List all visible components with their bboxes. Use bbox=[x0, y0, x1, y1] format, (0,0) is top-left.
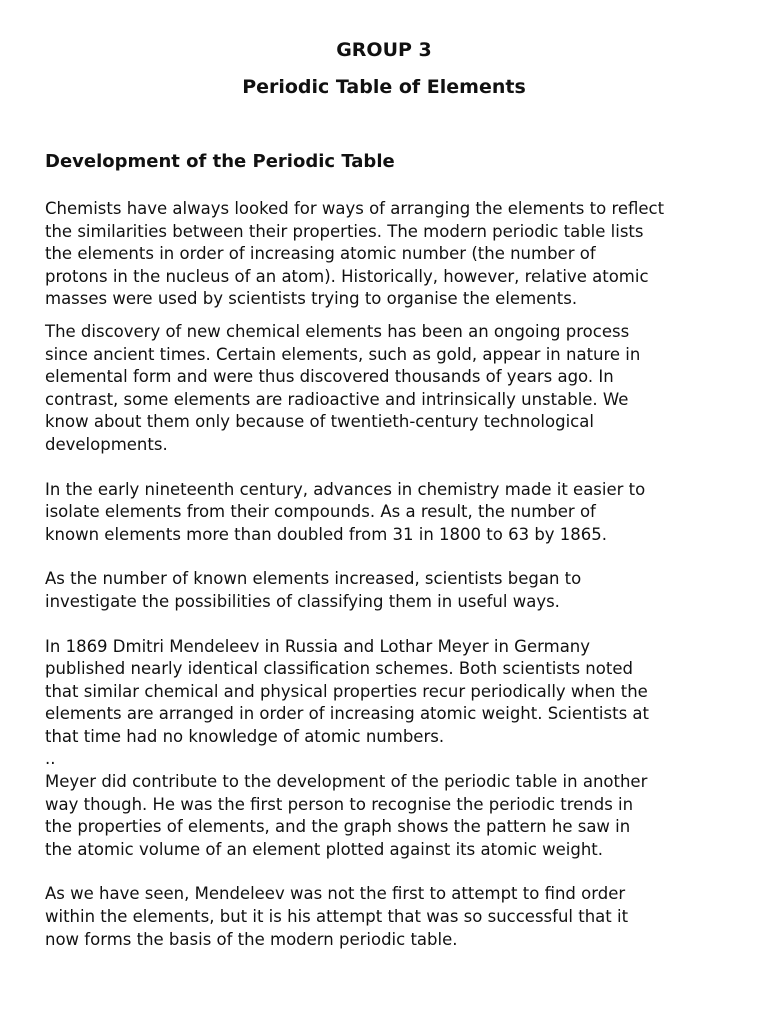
paragraph-2 bbox=[45, 321, 745, 457]
text-line: .. bbox=[45, 749, 56, 769]
text-line: As the number of known elements increased, scientists began to bbox=[45, 569, 582, 589]
text-line: published nearly identical classification schemes. Both scientists noted bbox=[45, 659, 633, 679]
text-line: the elements in order of increasing atomic number (the number of bbox=[45, 244, 596, 264]
text-line: elements are arranged in order of increasing atomic weight. Scientists at bbox=[45, 704, 649, 724]
paragraph-gap bbox=[45, 614, 745, 636]
text-line: know about them only because of twentieth-century technological bbox=[45, 412, 594, 432]
text-line: the atomic volume of an element plotted against its atomic weight. bbox=[45, 839, 604, 859]
main-title: Periodic Table of Elements bbox=[242, 76, 526, 98]
text-line: within the elements, but it is his attempt that was so successful that it bbox=[45, 907, 629, 927]
text-line: masses were used by scientists trying to organise the elements. bbox=[45, 289, 578, 309]
group-title: GROUP 3 bbox=[336, 39, 432, 61]
text-line: Chemists have always looked for ways of arranging the elements to reflect bbox=[45, 199, 665, 218]
text-line: elemental form and were thus discovered thousands of years ago. In bbox=[45, 367, 614, 387]
text-line: that time had no knowledge of atomic numbers. bbox=[45, 726, 445, 746]
text-line: that similar chemical and physical properties recur periodically when the bbox=[45, 681, 648, 701]
text-line: developments. bbox=[45, 434, 168, 454]
paragraph-gap bbox=[45, 861, 745, 883]
text-line: way though. He was the first person to recognise the periodic trends in bbox=[45, 794, 634, 814]
text-line: The discovery of new chemical elements has been an ongoing process bbox=[45, 321, 630, 341]
body-text bbox=[45, 198, 745, 951]
text-line: In 1869 Dmitri Mendeleev in Russia and Lothar Meyer in Germany bbox=[45, 636, 591, 656]
paragraph-3 bbox=[45, 479, 745, 547]
paragraph-gap bbox=[45, 311, 745, 321]
paragraph-5 bbox=[45, 636, 745, 862]
text-line: As we have seen, Mendeleev was not the first to attempt to find order bbox=[45, 884, 626, 904]
text-line: investigate the possibilities of classifying them in useful ways. bbox=[45, 591, 560, 611]
text-line: known elements more than doubled from 31 in 1800 to 63 by 1865. bbox=[45, 524, 608, 544]
section-heading: Development of the Periodic Table bbox=[45, 151, 395, 172]
paragraph-6 bbox=[45, 883, 745, 951]
paragraph-4 bbox=[45, 568, 745, 613]
paragraph-gap bbox=[45, 546, 745, 568]
text-line: protons in the nucleus of an atom). Historically, however, relative atomic bbox=[45, 266, 649, 286]
paragraph-1 bbox=[45, 198, 745, 311]
text-line: the similarities between their properties. The modern periodic table lists bbox=[45, 221, 644, 241]
text-line: contrast, some elements are radioactive and intrinsically unstable. We bbox=[45, 389, 629, 409]
text-line: the properties of elements, and the graph shows the pattern he saw in bbox=[45, 817, 631, 837]
paragraph-gap bbox=[45, 457, 745, 479]
text-line: now forms the basis of the modern periodic table. bbox=[45, 929, 458, 949]
text-line: since ancient times. Certain elements, such as gold, appear in nature in bbox=[45, 344, 641, 364]
text-line: In the early nineteenth century, advances in chemistry made it easier to bbox=[45, 479, 646, 499]
text-line: Meyer did contribute to the development of the periodic table in another bbox=[45, 772, 648, 792]
text-line: isolate elements from their compounds. As a result, the number of bbox=[45, 502, 596, 522]
